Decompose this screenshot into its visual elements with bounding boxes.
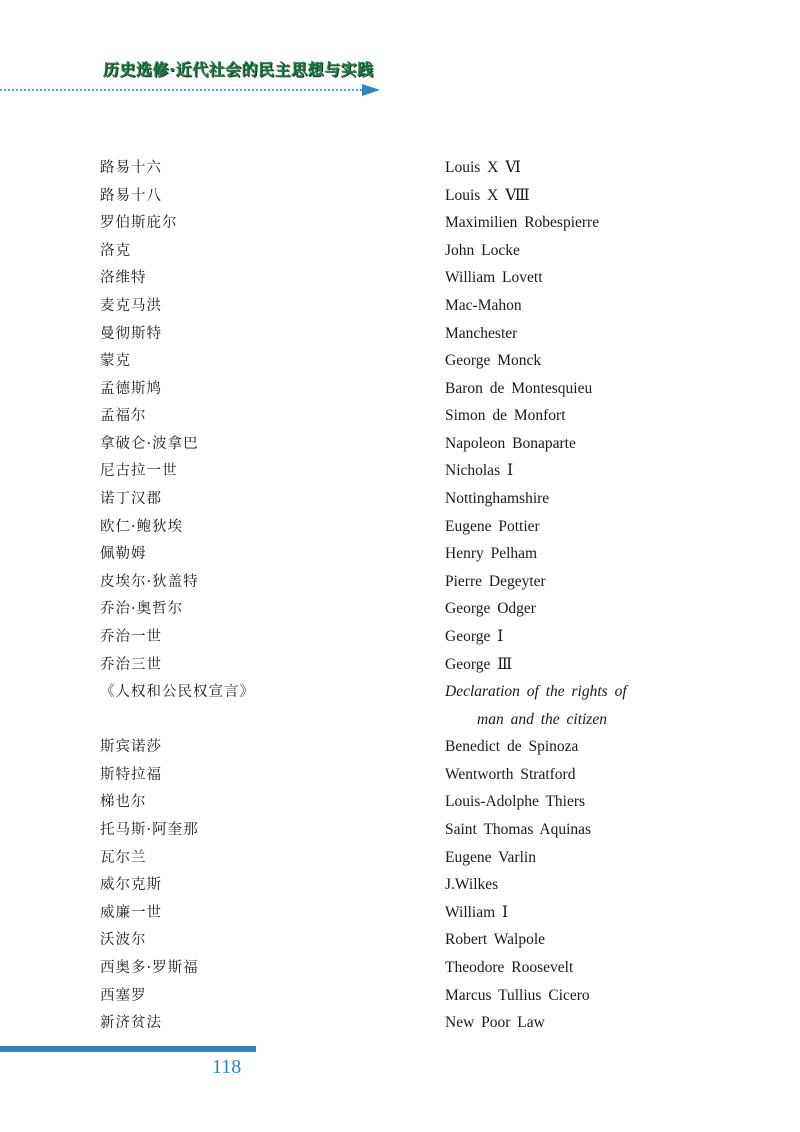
term-en-continuation: man and the citizen — [477, 711, 607, 728]
term-en: Wentworth Stratford — [445, 766, 576, 783]
glossary-row — [0, 1011, 800, 1035]
term-zh: 孟德斯鸠 — [100, 381, 162, 397]
term-zh: 罗伯斯庇尔 — [100, 215, 178, 231]
term-en: Declaration of the rights of — [445, 683, 627, 700]
term-zh: 梯也尔 — [100, 794, 147, 810]
term-en: George Ⅲ — [445, 656, 513, 673]
glossary-row — [0, 984, 800, 1008]
term-en: Simon de Monfort — [445, 407, 566, 424]
glossary-row — [0, 322, 800, 346]
term-en: Pierre Degeyter — [445, 573, 546, 590]
term-en: William Lovett — [445, 269, 543, 286]
term-en: Baron de Montesquieu — [445, 380, 593, 397]
term-zh: 乔治一世 — [100, 629, 162, 645]
term-zh: 拿破仑·波拿巴 — [100, 436, 199, 452]
term-en: Louis-Adolphe Thiers — [445, 793, 586, 810]
term-en: William Ⅰ — [445, 904, 509, 921]
term-zh: 洛维特 — [100, 270, 147, 286]
term-zh: 《人权和公民权宣言》 — [100, 684, 255, 700]
term-en: Nicholas Ⅰ — [445, 462, 514, 479]
term-zh: 斯宾诺莎 — [100, 739, 162, 755]
term-en: John Locke — [445, 242, 520, 259]
glossary-row — [0, 763, 800, 787]
glossary-row — [0, 459, 800, 483]
term-zh: 西奥多·罗斯福 — [100, 960, 199, 976]
glossary-row — [0, 928, 800, 952]
running-head: 历史选修·近代社会的民主思想与实践 — [103, 60, 374, 79]
page-number: 118 — [212, 1056, 242, 1078]
term-zh: 斯特拉福 — [100, 767, 162, 783]
glossary-row — [0, 266, 800, 290]
term-en: Maximilien Robespierre — [445, 214, 600, 231]
term-en: Louis X Ⅷ — [445, 187, 530, 204]
term-en: Robert Walpole — [445, 931, 546, 948]
term-en: George Ⅰ — [445, 628, 504, 645]
glossary-row — [0, 294, 800, 318]
term-en: George Monck — [445, 352, 542, 369]
term-en: New Poor Law — [445, 1014, 545, 1031]
glossary-row — [0, 846, 800, 870]
footer-bar — [0, 1046, 256, 1052]
term-en: Mac-Mahon — [445, 297, 522, 314]
term-en: Eugene Pottier — [445, 518, 540, 535]
glossary-row — [0, 818, 800, 842]
term-zh: 新济贫法 — [100, 1015, 162, 1031]
glossary-row — [0, 597, 800, 621]
glossary-row — [0, 625, 800, 649]
glossary-row — [0, 184, 800, 208]
glossary-row — [0, 239, 800, 263]
glossary-row — [0, 542, 800, 566]
term-zh: 尼古拉一世 — [100, 463, 178, 479]
term-en: George Odger — [445, 600, 536, 617]
term-en: Nottinghamshire — [445, 490, 550, 507]
glossary-row — [0, 432, 800, 456]
glossary-row — [0, 377, 800, 401]
glossary-row — [0, 680, 800, 704]
glossary-row — [0, 570, 800, 594]
glossary-row — [0, 735, 800, 759]
term-zh: 诺丁汉郡 — [100, 491, 162, 507]
glossary-row — [0, 156, 800, 180]
glossary-row — [0, 653, 800, 677]
term-zh: 蒙克 — [100, 353, 131, 369]
glossary-row — [0, 515, 800, 539]
glossary-row — [0, 901, 800, 925]
term-zh: 洛克 — [100, 243, 131, 259]
term-zh: 瓦尔兰 — [100, 850, 147, 866]
term-en: Saint Thomas Aquinas — [445, 821, 592, 838]
term-zh: 乔治·奥哲尔 — [100, 601, 184, 617]
term-zh: 沃波尔 — [100, 932, 147, 948]
term-zh: 欧仁·鲍狄埃 — [100, 519, 184, 535]
term-zh: 皮埃尔·狄盖特 — [100, 574, 199, 590]
term-zh: 路易十八 — [100, 188, 162, 204]
term-zh: 麦克马洪 — [100, 298, 162, 314]
term-zh: 孟福尔 — [100, 408, 147, 424]
term-en: Napoleon Bonaparte — [445, 435, 576, 452]
term-en: Theodore Roosevelt — [445, 959, 574, 976]
term-zh: 佩勒姆 — [100, 546, 147, 562]
term-zh: 威廉一世 — [100, 905, 162, 921]
glossary-row — [0, 349, 800, 373]
glossary-row — [0, 404, 800, 428]
term-en: J.Wilkes — [445, 876, 499, 893]
glossary-row — [0, 873, 800, 897]
term-zh: 西塞罗 — [100, 988, 147, 1004]
term-en: Henry Pelham — [445, 545, 538, 562]
term-zh: 乔治三世 — [100, 657, 162, 673]
term-en: Benedict de Spinoza — [445, 738, 579, 755]
glossary-row — [0, 956, 800, 980]
term-en: Eugene Varlin — [445, 849, 536, 866]
glossary-row — [0, 487, 800, 511]
glossary-row — [0, 790, 800, 814]
glossary-row-continuation — [0, 708, 800, 732]
term-zh: 托马斯·阿奎那 — [100, 822, 199, 838]
term-zh: 曼彻斯特 — [100, 326, 162, 342]
term-zh: 路易十六 — [100, 160, 162, 176]
term-en: Manchester — [445, 325, 518, 342]
glossary-row — [0, 211, 800, 235]
term-en: Marcus Tullius Cicero — [445, 987, 590, 1004]
term-en: Louis X Ⅵ — [445, 159, 521, 176]
term-zh: 威尔克斯 — [100, 877, 162, 893]
